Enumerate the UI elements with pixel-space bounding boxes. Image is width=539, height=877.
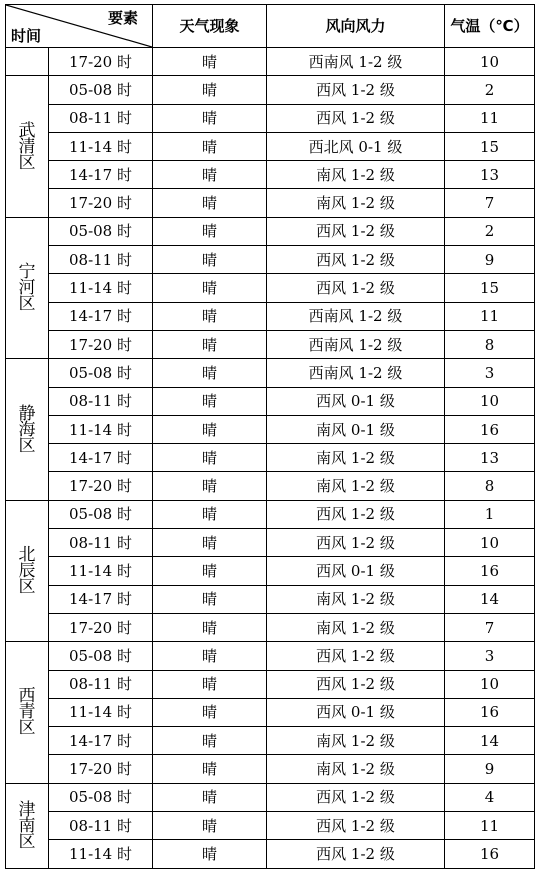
time-cell: 08-11 时 bbox=[49, 104, 153, 132]
weather-cell: 晴 bbox=[153, 359, 267, 387]
district-cell bbox=[6, 359, 49, 500]
wind-cell: 南风 1-2 级 bbox=[267, 755, 445, 783]
table-row bbox=[6, 415, 535, 443]
temperature-cell: 10 bbox=[445, 387, 535, 415]
district-char: 区 bbox=[18, 576, 36, 597]
district-cell bbox=[6, 642, 49, 783]
time-cell: 11-14 时 bbox=[49, 557, 153, 585]
table-row bbox=[6, 557, 535, 585]
time-cell: 17-20 时 bbox=[49, 472, 153, 500]
wind-cell: 南风 1-2 级 bbox=[267, 472, 445, 500]
district-char: 辰 bbox=[18, 560, 36, 581]
district-char: 区 bbox=[18, 152, 36, 173]
temperature-cell: 11 bbox=[445, 302, 535, 330]
district-cell-continued bbox=[6, 48, 49, 76]
temperature-cell: 11 bbox=[445, 104, 535, 132]
weather-cell: 晴 bbox=[153, 557, 267, 585]
temperature-cell: 2 bbox=[445, 217, 535, 245]
weather-cell: 晴 bbox=[153, 104, 267, 132]
time-cell: 11-14 时 bbox=[49, 132, 153, 160]
district-char: 河 bbox=[18, 278, 36, 299]
time-cell: 11-14 时 bbox=[49, 698, 153, 726]
wind-cell: 西风 0-1 级 bbox=[267, 698, 445, 726]
table-row bbox=[6, 274, 535, 302]
district-cell bbox=[6, 217, 49, 358]
table-row bbox=[6, 387, 535, 415]
weather-cell: 晴 bbox=[153, 76, 267, 104]
weather-cell: 晴 bbox=[153, 698, 267, 726]
district-char: 区 bbox=[18, 718, 36, 739]
wind-cell: 西南风 1-2 级 bbox=[267, 359, 445, 387]
wind-cell: 西风 0-1 级 bbox=[267, 557, 445, 585]
time-cell: 17-20 时 bbox=[49, 613, 153, 641]
wind-cell: 南风 1-2 级 bbox=[267, 727, 445, 755]
temperature-cell: 10 bbox=[445, 529, 535, 557]
time-cell: 11-14 时 bbox=[49, 415, 153, 443]
wind-cell: 南风 0-1 级 bbox=[267, 415, 445, 443]
wind-cell: 西风 1-2 级 bbox=[267, 642, 445, 670]
temperature-cell: 10 bbox=[445, 48, 535, 76]
table-row bbox=[6, 104, 535, 132]
column-header-wind: 风向风力 bbox=[267, 5, 445, 48]
weather-cell: 晴 bbox=[153, 274, 267, 302]
time-cell: 14-17 时 bbox=[49, 444, 153, 472]
wind-cell: 西风 1-2 级 bbox=[267, 500, 445, 528]
temperature-cell: 7 bbox=[445, 189, 535, 217]
district-char: 宁 bbox=[18, 262, 36, 283]
time-cell: 08-11 时 bbox=[49, 529, 153, 557]
wind-cell: 西风 0-1 级 bbox=[267, 387, 445, 415]
table-row bbox=[6, 642, 535, 670]
weather-cell: 晴 bbox=[153, 444, 267, 472]
time-cell: 05-08 时 bbox=[49, 217, 153, 245]
weather-cell: 晴 bbox=[153, 472, 267, 500]
district-char: 区 bbox=[18, 435, 36, 456]
temperature-cell: 16 bbox=[445, 557, 535, 585]
district-char: 北 bbox=[18, 544, 36, 565]
table-row bbox=[6, 161, 535, 189]
weather-cell: 晴 bbox=[153, 217, 267, 245]
wind-cell: 西南风 1-2 级 bbox=[267, 302, 445, 330]
table-row bbox=[6, 246, 535, 274]
district-cell bbox=[6, 500, 49, 641]
column-header-weather: 天气现象 bbox=[153, 5, 267, 48]
time-cell: 08-11 时 bbox=[49, 670, 153, 698]
temperature-cell: 15 bbox=[445, 274, 535, 302]
time-cell: 14-17 时 bbox=[49, 727, 153, 755]
table-row bbox=[6, 330, 535, 358]
district-cell bbox=[6, 76, 49, 217]
temperature-cell: 16 bbox=[445, 840, 535, 868]
wind-cell: 南风 1-2 级 bbox=[267, 585, 445, 613]
temperature-cell: 8 bbox=[445, 330, 535, 358]
table-row bbox=[6, 840, 535, 868]
time-cell: 08-11 时 bbox=[49, 387, 153, 415]
temperature-cell: 2 bbox=[445, 76, 535, 104]
time-cell: 11-14 时 bbox=[49, 840, 153, 868]
table-row bbox=[6, 217, 535, 245]
weather-cell: 晴 bbox=[153, 727, 267, 755]
district-char: 海 bbox=[18, 419, 36, 440]
wind-cell: 西北风 0-1 级 bbox=[267, 132, 445, 160]
table-row bbox=[6, 302, 535, 330]
time-cell: 05-08 时 bbox=[49, 642, 153, 670]
weather-cell: 晴 bbox=[153, 500, 267, 528]
corner-header bbox=[6, 5, 153, 48]
time-cell: 17-20 时 bbox=[49, 755, 153, 783]
time-cell: 08-11 时 bbox=[49, 812, 153, 840]
district-char: 区 bbox=[18, 294, 36, 315]
temperature-cell: 1 bbox=[445, 500, 535, 528]
wind-cell: 西风 1-2 级 bbox=[267, 217, 445, 245]
table-row bbox=[6, 132, 535, 160]
temperature-cell: 8 bbox=[445, 472, 535, 500]
district-char: 西 bbox=[18, 686, 36, 707]
district-char: 青 bbox=[18, 702, 36, 723]
wind-cell: 南风 1-2 级 bbox=[267, 161, 445, 189]
temperature-cell: 4 bbox=[445, 783, 535, 811]
temperature-cell: 10 bbox=[445, 670, 535, 698]
district-char: 津 bbox=[18, 799, 36, 820]
time-cell: 05-08 时 bbox=[49, 359, 153, 387]
time-cell: 17-20 时 bbox=[49, 48, 153, 76]
wind-cell: 西南风 1-2 级 bbox=[267, 48, 445, 76]
temperature-cell: 9 bbox=[445, 755, 535, 783]
district-char: 清 bbox=[18, 136, 36, 157]
header-row bbox=[6, 5, 535, 48]
time-cell: 17-20 时 bbox=[49, 189, 153, 217]
weather-cell: 晴 bbox=[153, 840, 267, 868]
wind-cell: 西风 1-2 级 bbox=[267, 529, 445, 557]
wind-cell: 西风 1-2 级 bbox=[267, 812, 445, 840]
weather-cell: 晴 bbox=[153, 613, 267, 641]
table-body bbox=[6, 48, 535, 869]
table-row bbox=[6, 444, 535, 472]
weather-cell: 晴 bbox=[153, 246, 267, 274]
time-cell: 17-20 时 bbox=[49, 330, 153, 358]
district-char: 南 bbox=[18, 815, 36, 836]
temperature-cell: 3 bbox=[445, 359, 535, 387]
district-cell bbox=[6, 783, 49, 868]
table-row bbox=[6, 189, 535, 217]
corner-label-time: 时间 bbox=[11, 27, 42, 45]
weather-cell: 晴 bbox=[153, 755, 267, 783]
table-row bbox=[6, 500, 535, 528]
table-row bbox=[6, 585, 535, 613]
corner-label-elements: 要素 bbox=[107, 9, 138, 27]
time-cell: 05-08 时 bbox=[49, 783, 153, 811]
wind-cell: 西风 1-2 级 bbox=[267, 76, 445, 104]
table-row bbox=[6, 812, 535, 840]
district-char: 区 bbox=[18, 831, 36, 852]
weather-cell: 晴 bbox=[153, 189, 267, 217]
time-cell: 05-08 时 bbox=[49, 76, 153, 104]
table-row bbox=[6, 698, 535, 726]
weather-cell: 晴 bbox=[153, 529, 267, 557]
temperature-cell: 13 bbox=[445, 444, 535, 472]
wind-cell: 南风 1-2 级 bbox=[267, 189, 445, 217]
table-row bbox=[6, 783, 535, 811]
table-row bbox=[6, 48, 535, 76]
wind-cell: 西风 1-2 级 bbox=[267, 274, 445, 302]
weather-cell: 晴 bbox=[153, 330, 267, 358]
time-cell: 08-11 时 bbox=[49, 246, 153, 274]
wind-cell: 南风 1-2 级 bbox=[267, 613, 445, 641]
table-row bbox=[6, 76, 535, 104]
table-row bbox=[6, 472, 535, 500]
time-cell: 05-08 时 bbox=[49, 500, 153, 528]
table-row bbox=[6, 670, 535, 698]
temperature-cell: 16 bbox=[445, 415, 535, 443]
temperature-cell: 15 bbox=[445, 132, 535, 160]
table-row bbox=[6, 727, 535, 755]
weather-cell: 晴 bbox=[153, 132, 267, 160]
weather-cell: 晴 bbox=[153, 387, 267, 415]
table-row bbox=[6, 529, 535, 557]
weather-cell: 晴 bbox=[153, 783, 267, 811]
weather-cell: 晴 bbox=[153, 302, 267, 330]
weather-cell: 晴 bbox=[153, 642, 267, 670]
temperature-cell: 7 bbox=[445, 613, 535, 641]
table-row bbox=[6, 613, 535, 641]
temperature-cell: 13 bbox=[445, 161, 535, 189]
time-cell: 14-17 时 bbox=[49, 585, 153, 613]
weather-cell: 晴 bbox=[153, 48, 267, 76]
weather-cell: 晴 bbox=[153, 161, 267, 189]
temperature-cell: 14 bbox=[445, 727, 535, 755]
wind-cell: 西风 1-2 级 bbox=[267, 246, 445, 274]
time-cell: 14-17 时 bbox=[49, 302, 153, 330]
wind-cell: 西风 1-2 级 bbox=[267, 783, 445, 811]
wind-cell: 西风 1-2 级 bbox=[267, 670, 445, 698]
table-row bbox=[6, 755, 535, 783]
weather-cell: 晴 bbox=[153, 415, 267, 443]
district-char: 静 bbox=[18, 403, 36, 424]
temperature-cell: 14 bbox=[445, 585, 535, 613]
wind-cell: 西风 1-2 级 bbox=[267, 840, 445, 868]
weather-cell: 晴 bbox=[153, 670, 267, 698]
time-cell: 14-17 时 bbox=[49, 161, 153, 189]
temperature-cell: 11 bbox=[445, 812, 535, 840]
temperature-cell: 9 bbox=[445, 246, 535, 274]
district-char: 武 bbox=[18, 120, 36, 141]
temperature-cell: 3 bbox=[445, 642, 535, 670]
weather-cell: 晴 bbox=[153, 585, 267, 613]
table-row bbox=[6, 359, 535, 387]
wind-cell: 南风 1-2 级 bbox=[267, 444, 445, 472]
column-header-temperature: 气温（℃） bbox=[445, 5, 535, 48]
wind-cell: 西南风 1-2 级 bbox=[267, 330, 445, 358]
wind-cell: 西风 1-2 级 bbox=[267, 104, 445, 132]
weather-cell: 晴 bbox=[153, 812, 267, 840]
forecast-table bbox=[5, 4, 535, 869]
time-cell: 11-14 时 bbox=[49, 274, 153, 302]
temperature-cell: 16 bbox=[445, 698, 535, 726]
